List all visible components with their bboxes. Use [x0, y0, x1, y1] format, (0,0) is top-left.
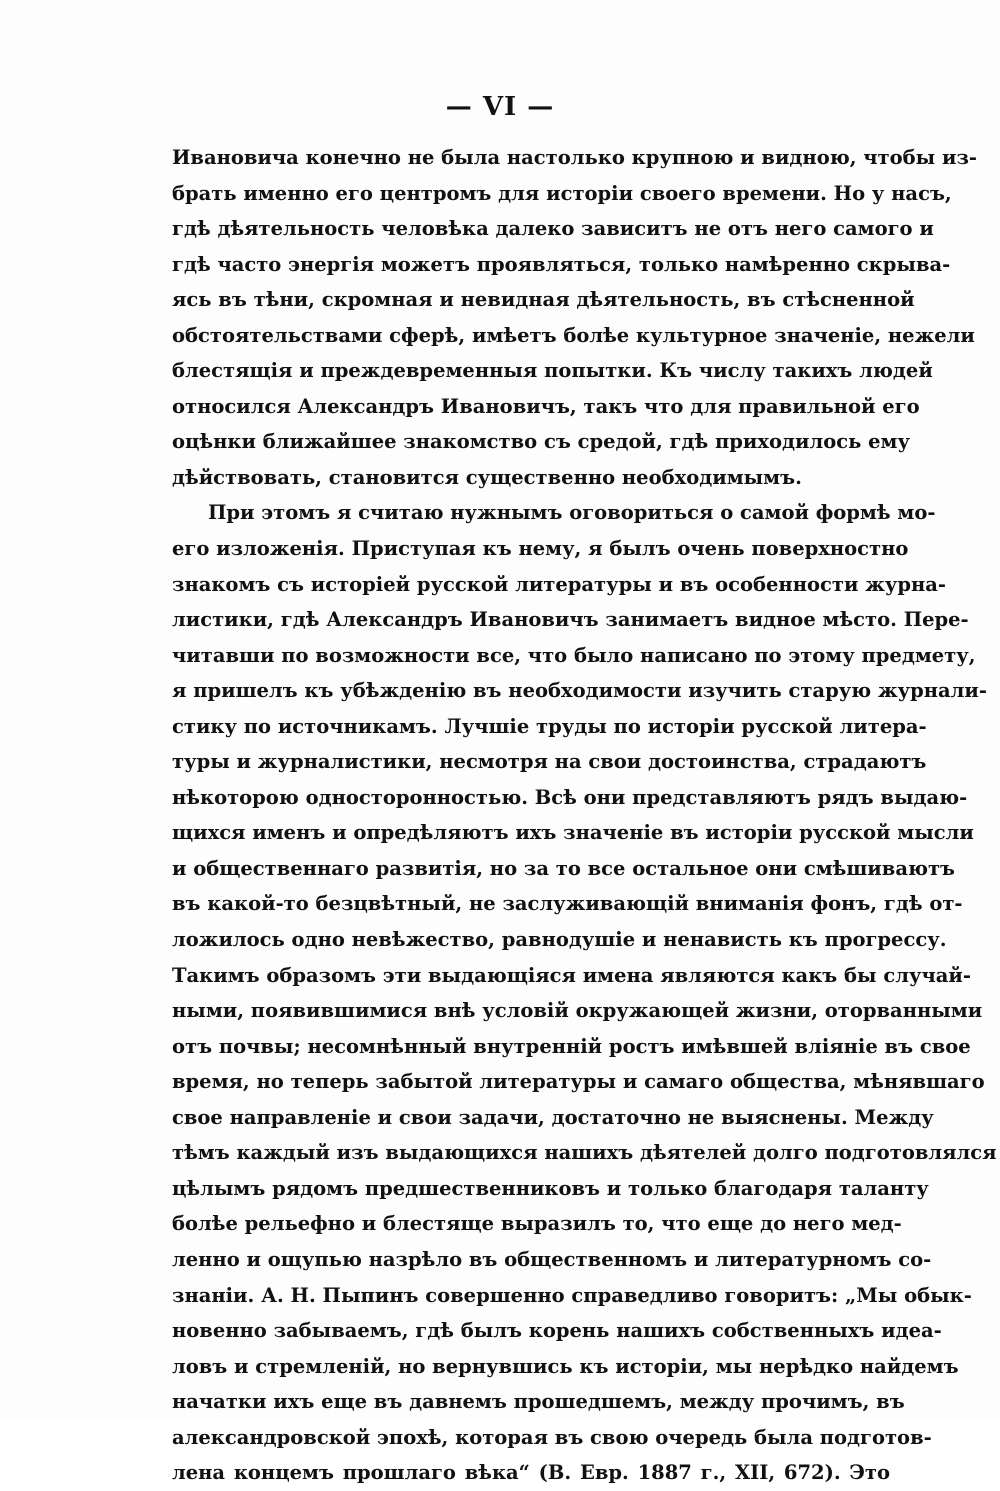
text-line: гдѣ часто энергія можетъ проявляться, только намѣренно скрыва-: [172, 252, 951, 276]
text-line: цѣлымъ рядомъ предшественниковъ и только благодаря таланту: [172, 1176, 929, 1200]
text-line: ными, появившимися внѣ условій окружающей жизни, оторванными: [172, 999, 983, 1023]
text-line: начатки ихъ еще въ давнемъ прошедшемъ, между прочимъ, въ: [172, 1390, 905, 1414]
text-line: стику по источникамъ. Лучшіе труды по исторіи русской литера-: [172, 714, 927, 738]
text-line: ленно и ощупью назрѣло въ общественномъ и литературномъ со-: [172, 1247, 932, 1271]
text-line: я пришелъ къ убѣжденію въ необходимости изучить старую журнали-: [172, 679, 987, 703]
text-line: знаніи. А. Н. Пыпинъ совершенно справедливо говоритъ: „Мы обык-: [172, 1283, 972, 1307]
text-line: обстоятельствами сферѣ, имѣетъ болѣе культурное значеніе, нежели: [172, 323, 975, 347]
text-line: новенно забываемъ, гдѣ былъ корень нашихъ собственныхъ идеа-: [172, 1319, 942, 1343]
text-line: въ какой-то безцвѣтный, не заслуживающій вниманія фонъ, гдѣ от-: [172, 892, 963, 916]
text-line: время, но теперь забытой литературы и самаго общества, мѣнявшаго: [172, 1070, 985, 1094]
text-line: Ивановича конечно не была настолько крупною и видною, чтобы из-: [172, 146, 977, 169]
text-line: относился Александръ Ивановичъ, такъ что для правильной его: [172, 394, 920, 418]
text-line: гдѣ дѣятельность человѣка далеко зависитъ не отъ него самого и: [172, 217, 934, 241]
text-line: нѣкоторою односторонностью. Всѣ они представляютъ рядъ выдаю-: [172, 785, 968, 809]
text-line: оцѣнки ближайшее знакомство съ средой, гдѣ приходилось ему: [172, 430, 910, 454]
text-line: блестящія и преждевременныя попытки. Къ числу такихъ людей: [172, 359, 933, 383]
text-line: щихся именъ и опредѣляютъ ихъ значеніе въ исторіи русской мысли: [172, 821, 974, 845]
text-line: ясь въ тѣни, скромная и невидная дѣятельность, въ стѣсненной: [172, 288, 915, 312]
text-line: ложилось одно невѣжество, равнодушіе и ненависть къ прогрессу.: [172, 928, 947, 952]
text-line: дѣйствовать, становится существенно необходимымъ.: [172, 465, 802, 489]
text-line: александровской эпохѣ, которая въ свою очередь была подготов-: [172, 1425, 932, 1449]
page-number: — VI —: [445, 92, 555, 122]
text-line: тѣмъ каждый изъ выдающихся нашихъ дѣятелей долго подготовлялся: [172, 1141, 997, 1165]
text-line: отъ почвы; несомнѣнный внутренній ростъ имѣвшей вліяніе въ свое: [172, 1034, 971, 1058]
text-line: знакомъ съ исторіей русской литературы и въ особенности журна-: [172, 572, 947, 596]
text-line: читавши по возможности все, что было написано по этому предмету,: [172, 643, 976, 667]
text-line: и общественнаго развитія, но за то все остальное они смѣшиваютъ: [172, 856, 955, 880]
text-line: брать именно его центромъ для исторіи своего времени. Но у насъ,: [172, 181, 952, 205]
text-line: туры и журналистики, несмотря на свои достоинства, страдаютъ: [172, 750, 927, 774]
text-line: болѣе рельефно и блестяще выразилъ то, что еще до него мед-: [172, 1212, 902, 1236]
text-line: Такимъ образомъ эти выдающіяся имена являются какъ бы случай-: [172, 963, 971, 987]
text-line: лена концемъ прошлаго вѣка“ (В. Евр. 1887 г., XII, 672). Это: [172, 1461, 890, 1485]
body-text: [172, 140, 997, 1491]
text-line: ловъ и стремленій, но вернувшись къ исторіи, мы нерѣдко найдемъ: [172, 1354, 959, 1378]
paragraph-first-line: При этомъ я считаю нужнымъ оговориться о самой формѣ мо-: [208, 501, 936, 525]
text-line: листики, гдѣ Александръ Ивановичъ занимаетъ видное мѣсто. Пере-: [172, 608, 969, 632]
text-line: свое направленіе и свои задачи, достаточно не выяснены. Между: [172, 1105, 934, 1129]
text-line: его изложенія. Приступая къ нему, я былъ очень поверхностно: [172, 537, 909, 561]
